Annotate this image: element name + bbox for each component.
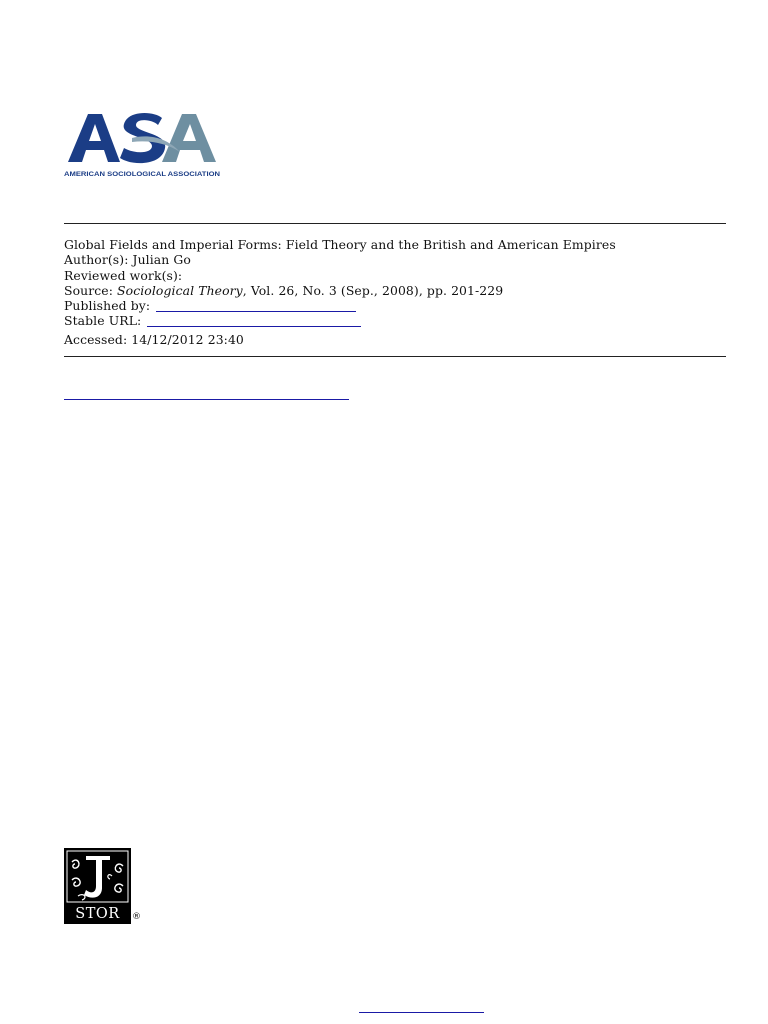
stable-url-link[interactable] — [147, 326, 361, 327]
journal-name: Sociological Theory — [117, 282, 243, 298]
reviewed-works-line: Reviewed work(s): — [64, 267, 183, 283]
source-line — [64, 283, 726, 298]
top-divider — [64, 223, 726, 224]
stable-url-line — [64, 313, 726, 328]
bottom-divider — [64, 356, 726, 357]
author-line: Author(s): Julian Go — [64, 252, 191, 268]
terms-of-use-link[interactable] — [64, 399, 349, 400]
registered-mark: ® — [132, 912, 141, 922]
accessed-line: Accessed: 14/12/2012 23:40 — [64, 331, 244, 347]
jstor-wordmark: STOR — [64, 905, 131, 924]
article-title: Global Fields and Imperial Forms: Field Theory and the British and American Empires — [64, 237, 616, 252]
citation-block — [64, 237, 726, 347]
asa-logo-tagline: AMERICAN SOCIOLOGICAL ASSOCIATION — [64, 171, 221, 178]
jstor-footer-link[interactable] — [359, 1012, 484, 1013]
source-details: , Vol. 26, No. 3 (Sep., 2008), pp. 201-229 — [242, 282, 504, 298]
stable-url-label: Stable URL: — [64, 313, 142, 329]
published-by-line — [64, 298, 726, 313]
publisher-link[interactable] — [156, 311, 356, 312]
jstor-logo-icon — [64, 848, 144, 928]
asa-logo-icon — [62, 104, 224, 180]
published-by-label: Published by: — [64, 298, 151, 314]
source-prefix: Source: — [64, 282, 118, 298]
